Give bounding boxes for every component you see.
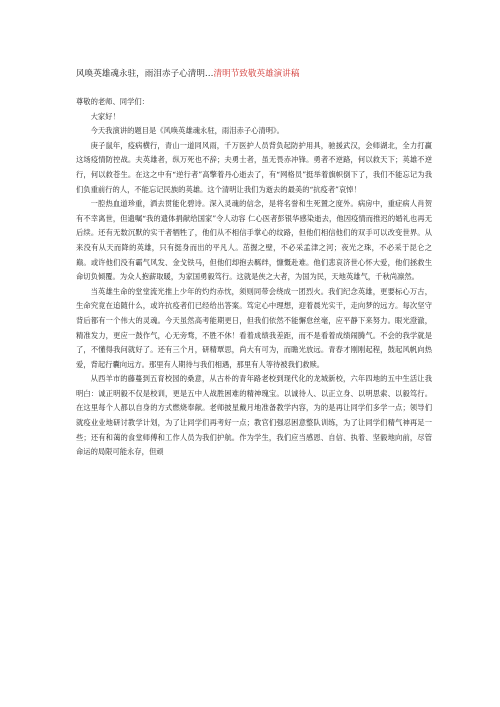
- title-main: 风唤英雄魂永驻，雨泪赤子心清明…: [76, 69, 214, 79]
- paragraph-epidemic: 庚子鼠年，疫病横行，青山一道同风雨，千万医护人员背负起防护用具，驰援武汉，会师湖北，全力打赢这场疫情防控战。夫英雄者，纵万死也不辞；夫勇士者，虽无畏赤冲锋。勇者不逆路，何以救天下；英雄不逆行，何以救苍生。在这之中有“逆行者”高擎着丹心逝去了，有“网格员”挺举着旗帜倒下了，我们不能忘记为我们负重前行的人，不能忘记民族的英雄。这个清明让我们为逝去的最美的“抗疫者”哀悼！: [76, 140, 432, 194]
- paragraph-school: 从西羊市的藤蔓到五育校园的桑意，从古朴的青年路老校到现代化的龙城新校，六年四地的五中生活让我明白：诚正明毅不仅是校训，更是五中人战胜困难的精神瑰宝。以诚待人、以正立身、以明思索、以毅笃行。在这里每个人都以自身的方式燃烧奉献。老师披星戴月地准备教学内容，为的是再让同学们多学一点；领导们就疫业业地研讨教学计划，为了让同学们再考好一点；教官们强忍困意整队训练，为了让同学们精气神再足一些；还有和蔼的食堂师傅和工作人员为我们护航。作为学生，我们应当感恩、自信、执着、坚毅地向前，尽管命运的局限可能永存，但顽: [76, 374, 432, 457]
- salutation: 尊敬的老师、同学们：: [76, 97, 149, 106]
- paragraph-intro: 今天我演讲的题目是《风唤英雄魂永驻，雨泪赤子心清明》。: [90, 126, 284, 136]
- title-accent: 清明节致敬英雄演讲稿: [213, 69, 300, 79]
- paragraph-youth: 当英雄生命的堂堂流光推上少年的灼灼赤忱，须则同带会绕成一团烈火。我们纪念英雄，更要标心万古，生命究竟在追随什么，或许抗疫者们已经给出答案。笃定心中理想，迎着晨光实干，走向梦的远方。每次坚守背后都有一个伟大的灵魂。今天虽然高考能期更日，但我们依然不能懈怠丝毫，应平静下来努力。眼光澄澈，精准发力，更应一鼓作气，心无旁骛，不胜不休！看着成绩我差距，而不是看着成绩闹腾气。不会的我学就是了，不懂得我问就好了。还有三个月，研精覃思，尚大有可为，而瞻光放远。青春才刚刚起程，鼓起风帆向热爱，背起行囊向远方。那里有人期待与我们相遇，那里有人等待被我们救赎。: [76, 286, 432, 369]
- page-title: [76, 68, 436, 80]
- paragraph-heroes: 一腔热血道珍重，洒去贯能化碧诗。深入灵魂的信念，是将名誉和生死置之度外。病房中，重症病人肖贺有不幸离世，但遗嘱“我的遗体捐献给国家”令人动容 仁心医者彭银华感染逝去，他因疫情而推迟的婚礼也再无后续。还有无数沉默的实干者牺牲了，他们从不相信手掌心的纹路，但他们相信他们的双手可以改变世界。从来没有从天而降的英雄，只有挺身而出的平凡人。茁握之壁，不必采孟津之河；夜光之珠，不必采于昆仑之巅。或许他们没有霸气风发、金戈铁马，但他们却抱去羁绊，慷慨赴难。他们悲哀济世心怀大爱，他们拯救生命切负倾覆。为众人抱薪取暖，为家国勇毅笃行。这就是侠之大者，为国为民，天地英雄气，千秋尚凛然。: [76, 199, 432, 282]
- speech-body: [76, 95, 432, 460]
- greeting: 大家好！: [90, 111, 120, 121]
